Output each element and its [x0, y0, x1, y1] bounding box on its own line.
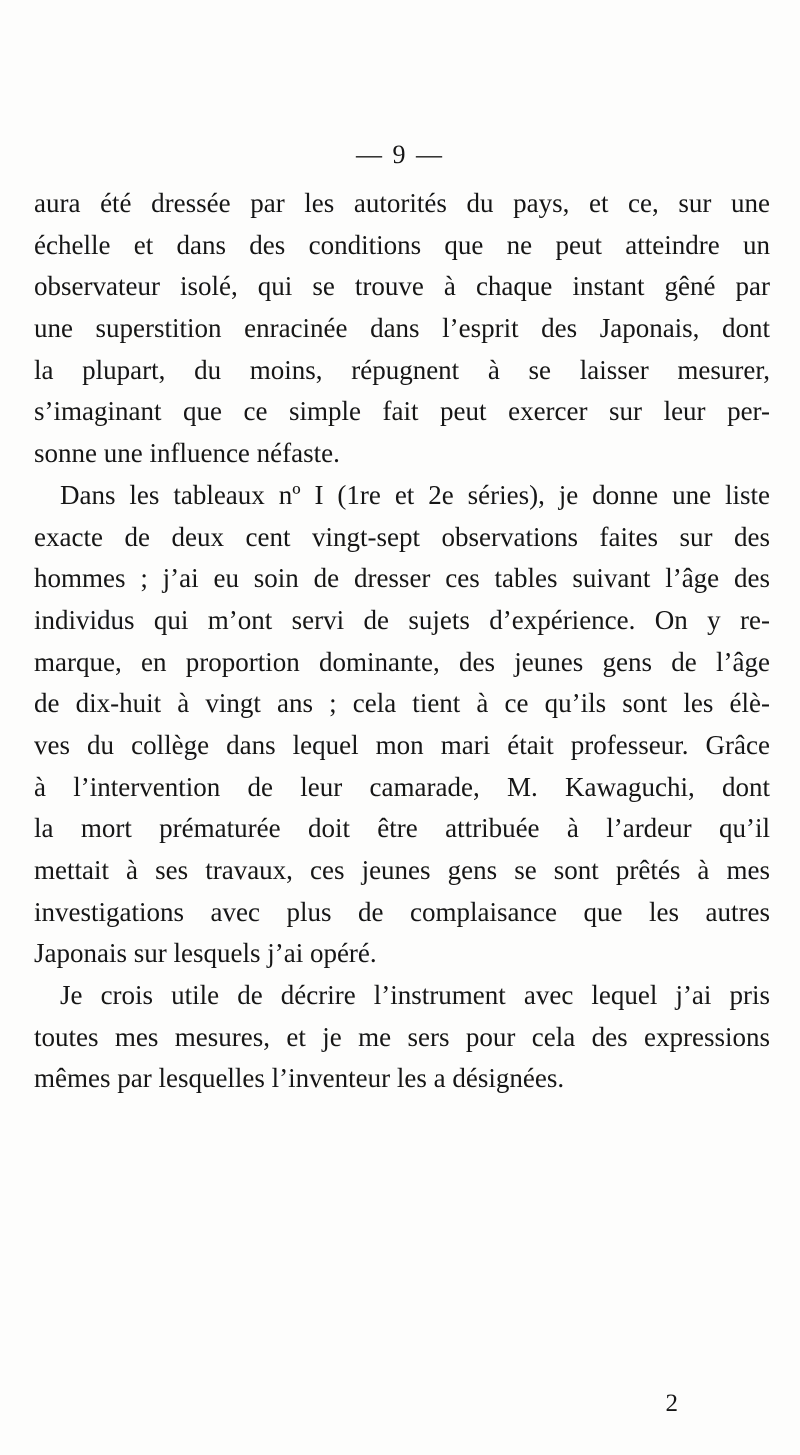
paragraph-2 — [34, 475, 770, 975]
paragraph-3 — [34, 975, 770, 1100]
text-line: toutes mes mesures, et je me sers pour cela des expressions — [34, 1021, 770, 1052]
text-line: de dix-huit à vingt ans ; cela tient à ce qu’ils sont les élè- — [34, 688, 770, 719]
text-line: aura été dressée par les autorités du pays, et ce, sur une — [34, 188, 770, 218]
text-line: Dans les tableaux nº I (1re et 2e séries), je donne une liste — [60, 479, 770, 510]
sheet-number: 2 — [665, 1390, 678, 1417]
text-line: ves du collège dans lequel mon mari était professeur. Grâce — [34, 729, 770, 760]
text-line: la plupart, du moins, répugnent à se laisser mesurer, — [34, 354, 770, 385]
text-line: la mort prématurée doit être attribuée à l’ardeur qu’il — [34, 813, 770, 844]
text-line: échelle et dans des conditions que ne peut atteindre un — [34, 229, 770, 260]
text-line: à l’intervention de leur camarade, M. Kawaguchi, dont — [34, 771, 770, 802]
text-line: marque, en proportion dominante, des jeunes gens de l’âge — [34, 646, 770, 677]
text-line: Japonais sur lesquels j’ai opéré. — [34, 938, 377, 969]
text-line: sonne une influence néfaste. — [34, 438, 340, 469]
text-line: Je crois utile de décrire l’instrument avec lequel j’ai pris — [60, 980, 770, 1011]
text-line: exacte de deux cent vingt-sept observations faites sur des — [34, 521, 770, 552]
text-line: individus qui m’ont servi de sujets d’expérience. On y re- — [34, 604, 770, 635]
paragraph-1 — [34, 183, 770, 475]
text-body — [34, 183, 770, 1100]
text-line: observateur isolé, qui se trouve à chaque instant gêné par — [34, 271, 770, 302]
page-folio: — 9 — — [356, 140, 444, 169]
text-line: mettait à ses travaux, ces jeunes gens se sont prêtés à mes — [34, 855, 770, 885]
text-line: s’imaginant que ce simple fait peut exercer sur leur per- — [34, 396, 770, 427]
text-line: une superstition enracinée dans l’esprit des Japonais, dont — [34, 313, 770, 344]
text-line: mêmes par lesquelles l’inventeur les a désignées. — [34, 1063, 565, 1094]
text-line: hommes ; j’ai eu soin de dresser ces tables suivant l’âge des — [34, 563, 770, 594]
text-line: investigations avec plus de complaisance que les autres — [34, 896, 770, 927]
